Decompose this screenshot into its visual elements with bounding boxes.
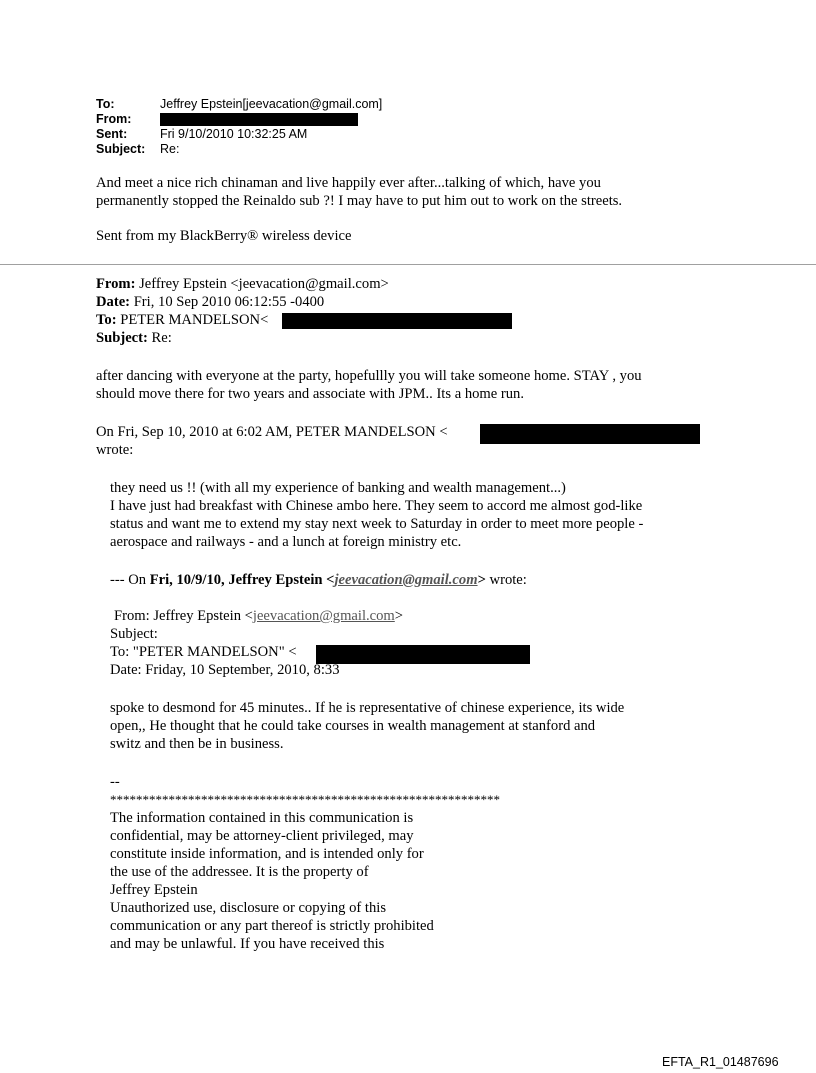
quoted-from-value: Jeffrey Epstein <jeevacation@gmail.com> [135, 276, 389, 292]
disclaimer-line: Unauthorized use, disclosure or copying of this [110, 900, 387, 916]
quoted-from-label: From: [96, 276, 136, 292]
quoted-date-value: Fri, 10 Sep 2010 06:12:55 -0400 [130, 294, 325, 310]
disclaimer-line: communication or any part thereof is strictly prohibited [110, 918, 434, 934]
quoted-subject-label: Subject: [96, 330, 148, 346]
quoted-body-line: should move there for two years and associate with JPM.. Its a home run. [96, 386, 524, 402]
on-wrote-line [110, 572, 527, 589]
star-separator: ************************************************************ [110, 792, 500, 807]
quoted-body-line: after dancing with everyone at the party, hopefullly you will take someone home. STAY , you [96, 368, 642, 384]
quoted-body-line: spoke to desmond for 45 minutes.. If he is representative of chinese experience, its wide [110, 700, 625, 716]
inner-date-line: Date: Friday, 10 September, 2010, 8:33 [110, 662, 340, 678]
inner-from-line [114, 608, 403, 625]
disclaimer-line: constitute inside information, and is intended only for [110, 846, 424, 862]
inner-from-suffix: > [394, 608, 404, 624]
inner-to-line: To: "PETER MANDELSON" < [110, 644, 297, 660]
redaction-box [480, 424, 700, 444]
on-suffix: wrote: [485, 572, 527, 588]
quoted-date-label: Date: [96, 294, 131, 310]
on-sender-end: > [477, 572, 486, 588]
quoted-subject-value: Re: [147, 330, 172, 346]
quoted-body-line: I have just had breakfast with Chinese ambo here. They seem to accord me almost god-like [110, 498, 643, 514]
subject-label: Subject: [96, 142, 146, 156]
on-prefix: --- On [110, 572, 150, 588]
quoted-subject-line [96, 330, 172, 347]
inner-subject-line: Subject: [110, 626, 158, 642]
signature: Sent from my BlackBerry® wireless device [96, 228, 352, 244]
on-wrote-line: On Fri, Sep 10, 2010 at 6:02 AM, PETER MANDELSON < [96, 424, 448, 440]
sent-value: Fri 9/10/2010 10:32:25 AM [160, 127, 308, 141]
reply-line: permanently stopped the Reinaldo sub ?! I may have to put him out to work on the streets. [96, 193, 623, 209]
disclaimer-line: the use of the addressee. It is the property of [110, 864, 369, 880]
redaction-box [316, 645, 530, 664]
quoted-body-line: they need us !! (with all my experience of banking and wealth management...) [110, 480, 566, 496]
quoted-date-line [96, 294, 324, 311]
email-link[interactable]: jeevacation@gmail.com [252, 608, 395, 624]
from-label: From: [96, 112, 132, 126]
quoted-body-line: aerospace and railways - and a lunch at foreign ministry etc. [110, 534, 462, 550]
redaction-box [282, 313, 512, 329]
to-value: Jeffrey Epstein[jeevacation@gmail.com] [160, 97, 383, 111]
quoted-body-line: status and want me to extend my stay next week to Saturday in order to meet more people - [110, 516, 644, 532]
on-sender: Fri, 10/9/10, Jeffrey Epstein < [149, 572, 335, 588]
quoted-to-value: PETER MANDELSON< [116, 312, 269, 328]
quoted-body-line: open,, He thought that he could take courses in wealth management at stanford and [110, 718, 596, 734]
disclaimer-line: and may be unlawful. If you have received this [110, 936, 385, 952]
quoted-to-line [96, 312, 268, 329]
disclaimer-line: confidential, may be attorney-client privileged, may [110, 828, 414, 844]
sent-label: Sent: [96, 127, 128, 141]
divider [0, 264, 816, 265]
reply-line: And meet a nice rich chinaman and live happily ever after...talking of which, have you [96, 175, 601, 191]
document-id: EFTA_R1_01487696 [662, 1055, 779, 1069]
disclaimer-line: The information contained in this communication is [110, 810, 414, 826]
subject-value: Re: [160, 142, 180, 156]
inner-from-prefix: From: Jeffrey Epstein < [114, 608, 253, 624]
disclaimer-line: Jeffrey Epstein [110, 882, 198, 898]
quoted-from-line [96, 276, 389, 293]
wrote-label: wrote: [96, 442, 134, 458]
quoted-body-line: switz and then be in business. [110, 736, 284, 752]
signature-dashes: -- [110, 774, 120, 790]
redaction-box [160, 113, 358, 126]
quoted-to-label: To: [96, 312, 117, 328]
email-link[interactable]: jeevacation@gmail.com [334, 572, 478, 588]
to-label: To: [96, 97, 115, 111]
